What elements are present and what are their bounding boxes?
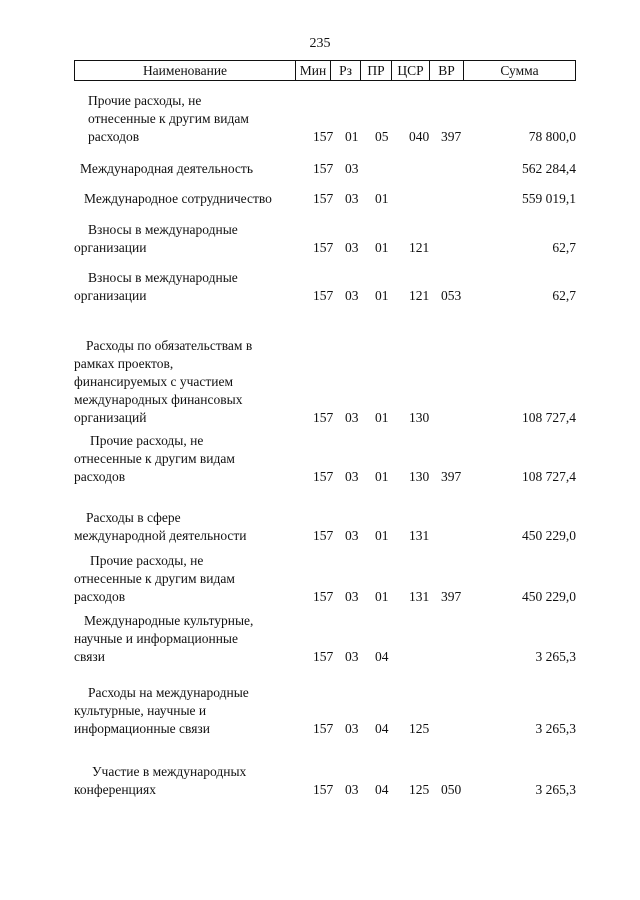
row-vr: 050 (441, 782, 462, 797)
table-row (0, 612, 640, 666)
table-row (0, 221, 640, 257)
row-rz: 03 (345, 240, 359, 255)
row-csr: 130 (409, 469, 430, 484)
table-row (0, 190, 640, 208)
row-min: 157 (313, 240, 334, 255)
row-sum: 62,7 (552, 288, 576, 303)
row-csr: 130 (409, 410, 430, 425)
row-pr: 04 (375, 782, 389, 797)
header-csr: ЦСР (392, 61, 430, 80)
row-rz: 03 (345, 288, 359, 303)
row-rz: 03 (345, 649, 359, 664)
table-row (0, 509, 640, 545)
row-pr: 01 (375, 288, 389, 303)
header-pr: ПР (361, 61, 392, 80)
row-vr: 397 (441, 129, 462, 144)
table-row (0, 269, 640, 305)
row-name: Участие в международных конференциях (74, 764, 247, 797)
row-vr: 397 (441, 469, 462, 484)
table-row (0, 337, 640, 427)
row-rz: 03 (345, 782, 359, 797)
table-row (0, 160, 640, 178)
row-min: 157 (313, 129, 334, 144)
page-number: 235 (309, 36, 331, 51)
row-csr: 131 (409, 589, 430, 604)
row-name: Прочие расходы, не отнесенные к другим видам расходов (88, 93, 249, 144)
row-min: 157 (313, 589, 334, 604)
header-vr: ВР (430, 61, 464, 80)
row-name: Прочие расходы, не отнесенные к другим видам расходов (74, 433, 235, 484)
row-sum: 3 265,3 (535, 782, 576, 797)
row-rz: 03 (345, 721, 359, 736)
row-sum: 3 265,3 (535, 721, 576, 736)
row-sum: 3 265,3 (535, 649, 576, 664)
row-min: 157 (313, 410, 334, 425)
row-name: Прочие расходы, не отнесенные к другим видам расходов (74, 553, 235, 604)
row-sum: 108 727,4 (522, 410, 576, 425)
row-sum: 450 229,0 (522, 589, 576, 604)
row-csr: 125 (409, 721, 430, 736)
row-min: 157 (313, 528, 334, 543)
row-pr: 01 (375, 240, 389, 255)
table-header (74, 60, 576, 81)
row-pr: 01 (375, 410, 389, 425)
row-name: Взносы в международные организации (74, 222, 238, 255)
row-pr: 04 (375, 721, 389, 736)
row-min: 157 (313, 782, 334, 797)
row-min: 157 (313, 721, 334, 736)
row-min: 157 (313, 649, 334, 664)
row-rz: 03 (345, 589, 359, 604)
row-name: Расходы на международные культурные, научные и информационные связи (74, 685, 249, 736)
row-csr: 121 (409, 288, 430, 303)
row-pr: 01 (375, 589, 389, 604)
row-sum: 562 284,4 (522, 161, 576, 176)
row-sum: 62,7 (552, 240, 576, 255)
row-rz: 03 (345, 410, 359, 425)
row-sum: 450 229,0 (522, 528, 576, 543)
row-min: 157 (313, 288, 334, 303)
header-name: Наименование (75, 61, 296, 80)
row-name: Расходы по обязательствам в рамках проектов, финансируемых с участием международных финансовых организаций (74, 338, 253, 425)
row-pr: 01 (375, 528, 389, 543)
table-row (0, 763, 640, 799)
row-csr: 125 (409, 782, 430, 797)
row-pr: 04 (375, 649, 389, 664)
header-min: Мин (296, 61, 331, 80)
row-min: 157 (313, 191, 334, 206)
row-rz: 01 (345, 129, 359, 144)
row-csr: 131 (409, 528, 430, 543)
row-csr: 040 (409, 129, 430, 144)
table-row (0, 92, 640, 146)
row-min: 157 (313, 161, 334, 176)
table-row (0, 684, 640, 738)
row-rz: 03 (345, 161, 359, 176)
row-name: Международное сотрудничество (84, 191, 272, 206)
row-pr: 01 (375, 469, 389, 484)
row-vr: 053 (441, 288, 462, 303)
row-sum: 78 800,0 (528, 129, 576, 144)
row-rz: 03 (345, 191, 359, 206)
row-sum: 108 727,4 (522, 469, 576, 484)
table-row (0, 552, 640, 606)
row-csr: 121 (409, 240, 430, 255)
row-name: Международная деятельность (80, 161, 253, 176)
row-pr: 01 (375, 191, 389, 206)
row-pr: 05 (375, 129, 389, 144)
row-vr: 397 (441, 589, 462, 604)
row-name: Расходы в сфере международной деятельности (74, 510, 247, 543)
row-name: Взносы в международные организации (74, 270, 238, 303)
row-min: 157 (313, 469, 334, 484)
row-sum: 559 019,1 (522, 191, 576, 206)
row-rz: 03 (345, 469, 359, 484)
row-rz: 03 (345, 528, 359, 543)
table-row (0, 432, 640, 486)
header-rz: Рз (331, 61, 361, 80)
header-sum: Сумма (500, 63, 539, 78)
row-name: Международные культурные, научные и информационные связи (74, 613, 254, 664)
